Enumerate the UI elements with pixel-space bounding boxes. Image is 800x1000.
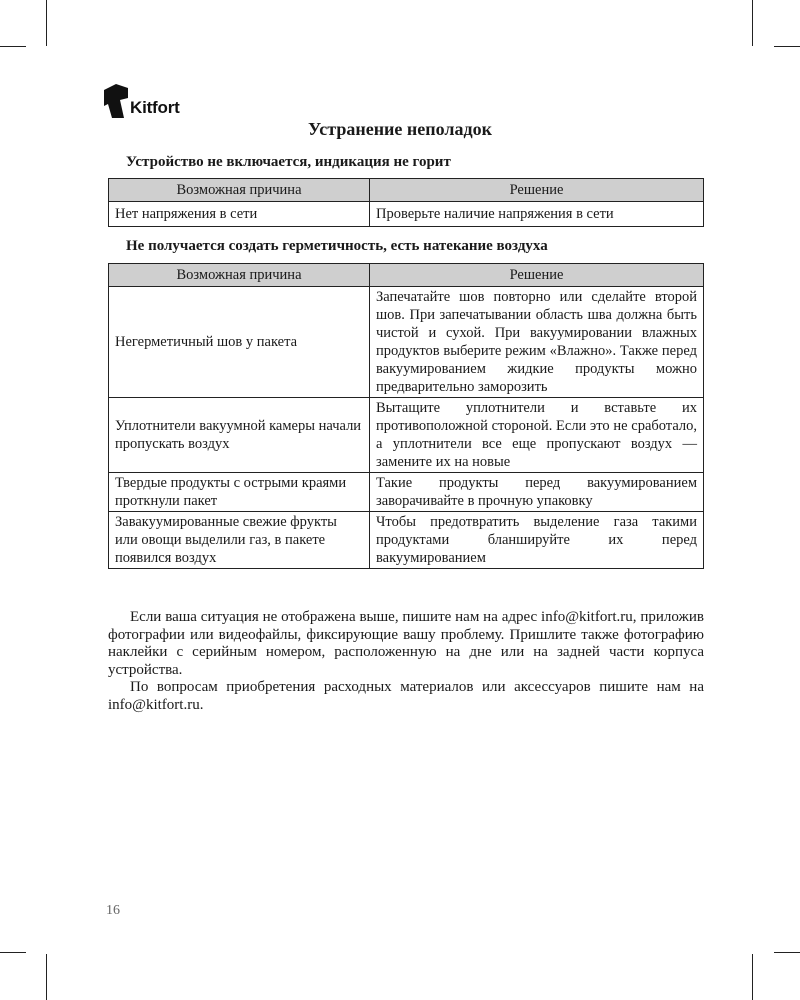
contact-info-text: [108, 609, 704, 715]
solution-cell: Вытащите уплотнители и вставьте их противоположной стороной. Если это не сработало, а уплотнители все еще пропускают воздух — замените их на новые: [370, 398, 704, 473]
section-heading-seal: Не получается создать герметичность, есть натекание воздуха: [126, 238, 548, 254]
solution-cell: Запечатайте шов повторно или сделайте второй шов. При запечатывании область шва должна быть чистой и сухой. При вакуумировании влажных продуктов выберите режим «Влажно». Также перед вакуумированием жидкие продукты можно предварительно заморозить: [370, 287, 704, 398]
page-number: 16: [106, 903, 120, 918]
troubleshooting-table-seal: [108, 263, 704, 569]
solution-cell: Чтобы предотвратить выделение газа такими продуктами бланшируйте их перед вакуумированием: [370, 512, 704, 569]
table-header-row: [109, 264, 704, 287]
solution-cell: Проверьте наличие напряжения в сети: [370, 202, 704, 227]
cause-cell: Уплотнители вакуумной камеры начали пропускать воздух: [109, 398, 370, 473]
cause-cell: Нет напряжения в сети: [109, 202, 370, 227]
paragraph-accessories: По вопросам приобретения расходных материалов или аксессуаров пишите нам на info@kitfort.ru.: [108, 679, 704, 713]
table-row: [109, 512, 704, 569]
crop-mark-top-right: [752, 0, 753, 46]
crop-mark-bottom-right: [752, 954, 753, 1000]
table-header-row: [109, 179, 704, 202]
solution-cell: Такие продукты перед вакуумированием заворачивайте в прочную упаковку: [370, 473, 704, 512]
crop-mark-bottom-right-h: [774, 952, 800, 953]
kitfort-logo-icon: [104, 84, 128, 118]
table-row: [109, 202, 704, 227]
brand-name: Kitfort: [130, 98, 180, 117]
table-row: [109, 287, 704, 398]
crop-mark-top-left: [46, 0, 47, 46]
troubleshooting-table-power: [108, 178, 704, 227]
column-header-cause: Возможная причина: [109, 179, 370, 202]
crop-mark-bottom-left-h: [0, 952, 26, 953]
crop-mark-top-left-h: [0, 46, 26, 47]
crop-mark-top-right-h: [774, 46, 800, 47]
cause-cell: Завакуумированные свежие фрукты или овощи выделили газ, в пакете появился воздух: [109, 512, 370, 569]
cause-cell: Твердые продукты с острыми краями проткнули пакет: [109, 473, 370, 512]
column-header-solution: Решение: [370, 179, 704, 202]
paragraph-contact: Если ваша ситуация не отображена выше, пишите нам на адрес info@kitfort.ru, приложив фотографии или видеофайлы, фиксирующие вашу проблему. Пришлите также фотографию наклейки с серийным номером, расположенную на дне или на задней части корпуса устройства.: [108, 609, 704, 678]
column-header-solution: Решение: [370, 264, 704, 287]
table-row: [109, 473, 704, 512]
column-header-cause: Возможная причина: [109, 264, 370, 287]
section-heading-power: Устройство не включается, индикация не горит: [126, 154, 451, 170]
table-row: [109, 398, 704, 473]
cause-cell: Негерметичный шов у пакета: [109, 287, 370, 398]
brand-logo: [104, 84, 180, 118]
crop-mark-bottom-left: [46, 954, 47, 1000]
page-title: Устранение неполадок: [308, 119, 492, 139]
